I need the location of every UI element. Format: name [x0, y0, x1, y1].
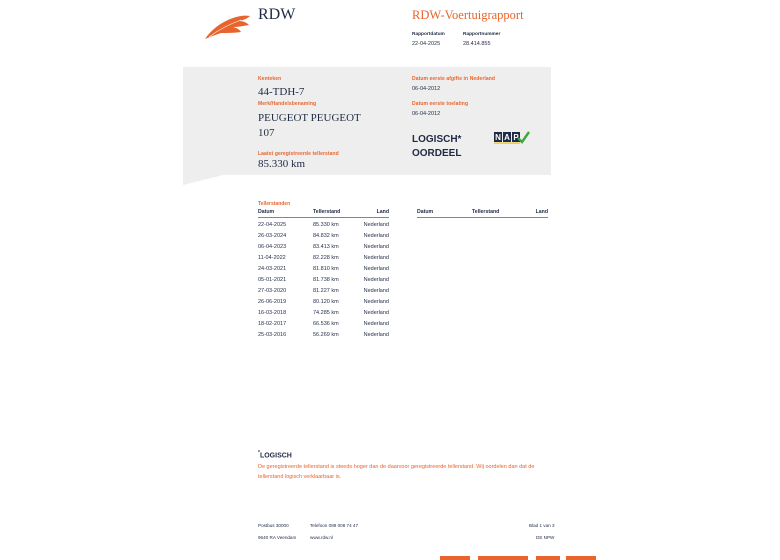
report-date-label: Rapportdatum	[412, 32, 445, 37]
nap-letter-p: P	[513, 133, 519, 142]
nap-letter-a: A	[504, 133, 510, 142]
report-title: RDW-Voertuigrapport	[412, 8, 524, 22]
header-tellerstand: Tellerstand	[472, 209, 500, 215]
first-admission-label: Datum eerste toelating	[412, 101, 469, 107]
footer-address-1: Postbus 30000	[258, 523, 289, 528]
report-number-value: 28.414.855	[463, 41, 491, 47]
header-datum: Datum	[417, 209, 434, 215]
last-odometer-label: Laatst geregistreerde tellerstand	[258, 151, 339, 157]
table-row: 26-03-2024 84.832 km Nederland	[258, 233, 389, 239]
footer-stripe	[478, 556, 528, 560]
table-header-right	[417, 209, 548, 218]
verdict-line-2: OORDEEL	[412, 148, 462, 159]
footer-stripe	[566, 556, 596, 560]
table-row: 26-06-2019 80.120 km Nederland	[258, 299, 389, 305]
table-row: 16-03-2018 74.285 km Nederland	[258, 310, 389, 316]
verdict-line-1: LOGISCH*	[412, 134, 462, 145]
footer-page-number: Blad 1 van 3	[529, 523, 555, 528]
brand-name: RDW	[258, 6, 296, 23]
table-row: 11-04-2022 82.228 km Nederland	[258, 255, 389, 261]
header-land: Land	[376, 209, 389, 215]
verdict	[412, 133, 461, 161]
footer-phone: Telefoon 088 008 74 47	[310, 523, 359, 528]
merk-label: Merk/Handelsbenaming	[258, 101, 317, 107]
note-title-text: LOGISCH	[259, 452, 292, 460]
note-text: De geregistreerde tellerstand is steeds hoger dan de daarvoor geregistreerde tellerstand. Wij oordelen dan dat de tellerstand logisch verklaarbaar is.	[258, 464, 535, 480]
panel-notch	[183, 175, 223, 185]
header-datum: Datum	[258, 209, 275, 215]
first-registration-nl-label: Datum eerste afgifte in Nederland	[412, 76, 496, 82]
header-land: Land	[535, 209, 548, 215]
first-admission-value: 06-04-2012	[412, 111, 441, 117]
table-row: 25-03-2016 56.269 km Nederland	[258, 332, 389, 338]
table-row: 27-03-2020 81.227 km Nederland	[258, 288, 389, 294]
odometer-section-title: Tellerstanden	[258, 201, 291, 207]
note-mark: *	[258, 450, 260, 456]
last-odometer-value: 85.330 km	[258, 158, 306, 170]
first-registration-nl-value: 06-04-2012	[412, 86, 441, 92]
footer-stripe	[536, 556, 560, 560]
nap-check-icon	[494, 131, 530, 144]
footer-website: www.rdw.nl	[310, 535, 333, 540]
report-date-value: 22-04-2025	[412, 41, 441, 47]
table-row: 18-02-2017 66.536 km Nederland	[258, 321, 389, 327]
note-title	[258, 450, 292, 459]
kenteken-value: 44-TDH-7	[258, 86, 305, 98]
table-row: 05-01-2021 81.738 km Nederland	[258, 277, 389, 283]
table-header-left	[258, 209, 389, 218]
header-tellerstand: Tellerstand	[313, 209, 341, 215]
footer-stripe	[440, 556, 470, 560]
footer-address-2: 9640 RA Veendam	[258, 535, 297, 540]
table-row: 06-04-2023 83.413 km Nederland	[258, 244, 389, 250]
table-row: 24-03-2021 81.810 km Nederland	[258, 266, 389, 272]
rdw-logo-icon	[203, 14, 251, 40]
merk-value: PEUGEOT PEUGEOT 107	[258, 112, 361, 139]
footer-code: DE NPW	[536, 535, 555, 540]
kenteken-label: Kenteken	[258, 76, 282, 82]
nap-letter-n: N	[495, 133, 501, 142]
report-number-label: Rapportnummer	[463, 32, 501, 37]
table-row: 22-04-2025 85.330 km Nederland	[258, 222, 389, 228]
